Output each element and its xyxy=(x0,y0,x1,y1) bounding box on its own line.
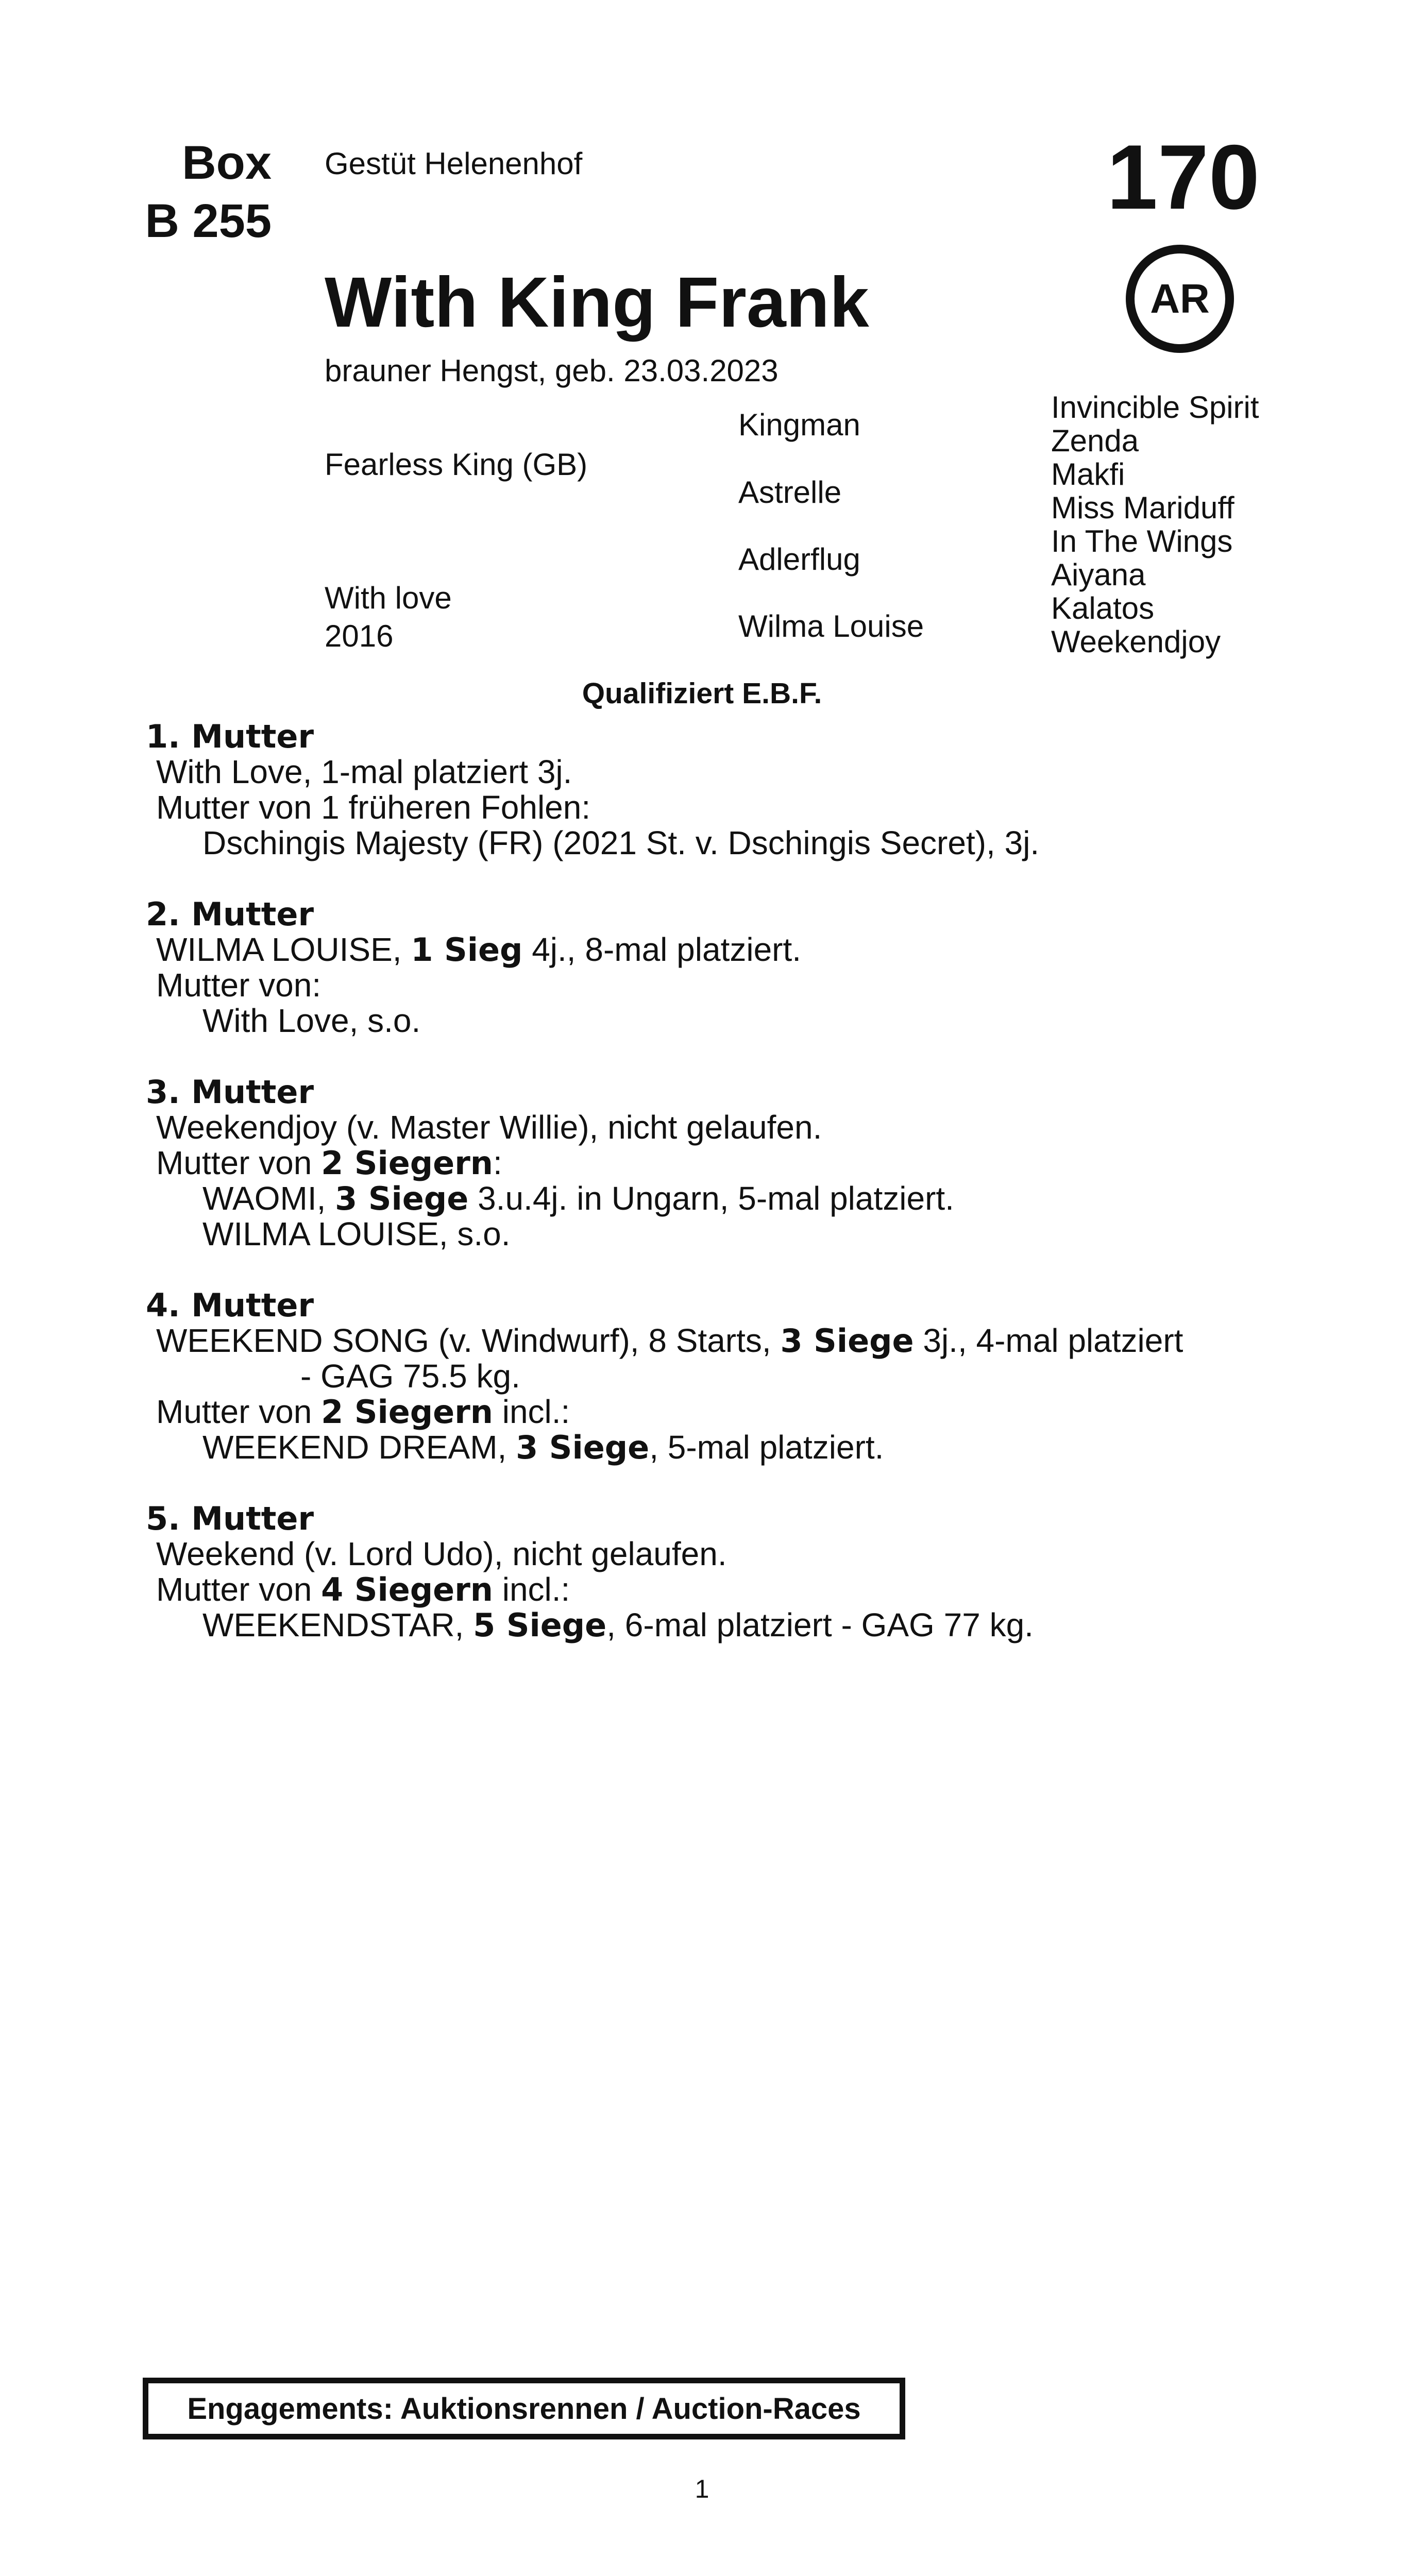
horse-description: brauner Hengst, geb. 23.03.2023 xyxy=(325,353,779,388)
mutter-5-line xyxy=(146,1572,1331,1607)
text: , 6-mal platziert - GAG 77 kg. xyxy=(606,1606,1034,1643)
win-count: 3 Siege xyxy=(335,1180,469,1217)
pedigree-grandsire-paternal: Kingman xyxy=(738,408,860,442)
win-count: 3 Siege xyxy=(516,1429,650,1466)
auction-race-badge xyxy=(1126,245,1234,353)
mutter-3-section xyxy=(146,1074,1331,1252)
pedigree-great-grandparents xyxy=(1051,391,1259,658)
text: incl.: xyxy=(493,1393,570,1430)
mutter-4-line xyxy=(146,1323,1331,1359)
pedigree-sire: Fearless King (GB) xyxy=(325,447,588,482)
auction-race-badge-label: AR xyxy=(1150,276,1210,321)
text: 3j., 4-mal platziert xyxy=(914,1322,1183,1359)
pedigree-granddam-maternal: Wilma Louise xyxy=(738,609,924,643)
mutter-3-offspring xyxy=(146,1181,1331,1216)
mutter-1-offspring: Dschingis Majesty (FR) (2021 St. v. Dschingis Secret), 3j. xyxy=(202,824,1040,861)
family-section xyxy=(146,719,1331,1679)
pedigree-granddam-paternal: Astrelle xyxy=(738,475,842,510)
mutter-1-section xyxy=(146,719,1331,861)
text: WAOMI, xyxy=(202,1180,335,1217)
pedigree-great-grandparent: Kalatos xyxy=(1051,591,1155,625)
mutter-5-line: Weekend (v. Lord Udo), nicht gelaufen. xyxy=(156,1535,727,1572)
qualification-note: Qualifiziert E.B.F. xyxy=(582,677,822,710)
mutter-2-section xyxy=(146,896,1331,1039)
mutter-1-heading: 1. Mutter xyxy=(146,718,314,755)
mutter-3-line xyxy=(146,1145,1331,1181)
win-count: 3 Siege xyxy=(780,1322,914,1360)
text: WEEKENDSTAR, xyxy=(202,1606,473,1643)
winner-count: 2 Siegern xyxy=(321,1393,493,1431)
pedigree-dam-year: 2016 xyxy=(325,619,394,653)
win-count: 5 Siege xyxy=(473,1606,607,1644)
pedigree-great-grandparent: In The Wings xyxy=(1051,524,1233,558)
mutter-4-heading: 4. Mutter xyxy=(146,1286,314,1324)
mutter-2-line: Mutter von: xyxy=(156,967,322,1004)
mutter-5-section xyxy=(146,1501,1331,1643)
mutter-4-line-continued: - GAG 75.5 kg. xyxy=(300,1358,520,1395)
pedigree-great-grandparent: Zenda xyxy=(1051,423,1139,458)
mutter-3-offspring: WILMA LOUISE, s.o. xyxy=(202,1215,511,1252)
text: , 5-mal platziert. xyxy=(649,1429,884,1466)
breeder-name: Gestüt Helenenhof xyxy=(325,146,583,181)
winner-count: 2 Siegern xyxy=(321,1144,493,1182)
pedigree-great-grandparent: Makfi xyxy=(1051,457,1125,492)
mutter-4-line xyxy=(146,1394,1331,1430)
pedigree-great-grandparent: Invincible Spirit xyxy=(1051,390,1259,425)
winner-count: 4 Siegern xyxy=(321,1571,493,1608)
text: : xyxy=(493,1144,502,1181)
box-number: B 255 xyxy=(145,195,272,247)
mutter-4-offspring xyxy=(146,1430,1331,1465)
mutter-1-line: With Love, 1-mal platziert 3j. xyxy=(156,753,572,790)
horse-name: With King Frank xyxy=(325,263,869,342)
mutter-5-offspring xyxy=(146,1607,1331,1643)
text: 4j., 8-mal platziert. xyxy=(522,931,802,968)
text: Mutter von xyxy=(156,1144,322,1181)
mutter-1-line: Mutter von 1 früheren Fohlen: xyxy=(156,789,591,826)
pedigree-great-grandparent: Weekendjoy xyxy=(1051,624,1221,659)
mutter-3-heading: 3. Mutter xyxy=(146,1073,314,1111)
pedigree-dam: With love xyxy=(325,581,452,615)
mutter-4-section xyxy=(146,1287,1331,1465)
box-label: Box xyxy=(182,137,272,189)
engagements-label: Engagements: Auktionsrennen / Auction-Races xyxy=(187,2392,861,2426)
text: 3.u.4j. in Ungarn, 5-mal platziert. xyxy=(468,1180,954,1217)
pedigree-great-grandparent: Aiyana xyxy=(1051,557,1146,592)
mutter-5-heading: 5. Mutter xyxy=(146,1500,314,1537)
mutter-3-line: Weekendjoy (v. Master Willie), nicht gelaufen. xyxy=(156,1109,822,1146)
lot-number: 170 xyxy=(1107,126,1260,228)
text: Mutter von xyxy=(156,1571,322,1608)
text: incl.: xyxy=(493,1571,570,1608)
win-count: 1 Sieg xyxy=(411,931,523,969)
mutter-2-line xyxy=(146,932,1331,968)
text: WEEKEND DREAM, xyxy=(202,1429,516,1466)
text: WILMA LOUISE, xyxy=(156,931,411,968)
text: WEEKEND SONG (v. Windwurf), 8 Starts, xyxy=(156,1322,781,1359)
pedigree-great-grandparent: Miss Mariduff xyxy=(1051,490,1234,525)
page-number: 1 xyxy=(695,2475,709,2503)
text: Mutter von xyxy=(156,1393,322,1430)
engagements-box xyxy=(143,2378,905,2439)
mutter-2-offspring: With Love, s.o. xyxy=(202,1002,421,1039)
mutter-2-heading: 2. Mutter xyxy=(146,895,314,933)
pedigree-grandsire-maternal: Adlerflug xyxy=(738,542,860,577)
